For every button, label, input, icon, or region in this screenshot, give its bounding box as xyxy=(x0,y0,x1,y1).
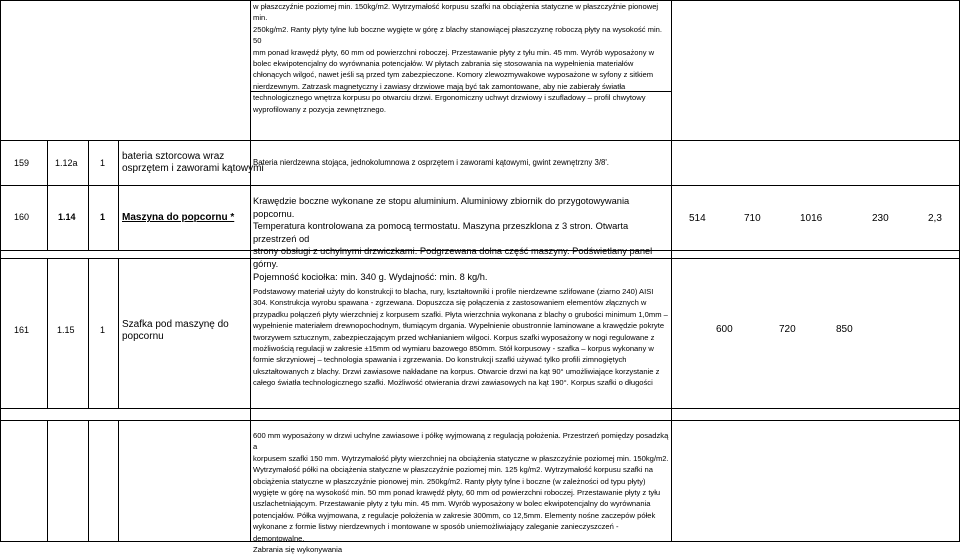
row-description xyxy=(253,286,669,389)
text-line: 250kg/m2. Ranty płyty tylne lub boczne wygięte w górę z blachy stanowiącej płaszczyznę roboczą płyty na wysokość min. 50 xyxy=(253,24,662,46)
text-line: Krawędzie boczne wykonane ze stopu aluminium. Aluminiowy zbiornik do przygotowywania popcornu. xyxy=(253,196,630,219)
dimension-value: 710 xyxy=(744,213,761,224)
grid-line xyxy=(0,185,960,186)
row-description xyxy=(253,195,669,283)
row-quantity: 1 xyxy=(100,158,106,168)
name-line: Szafka pod maszynę do xyxy=(122,319,229,330)
grid-line xyxy=(0,140,960,141)
grid-line xyxy=(47,420,48,542)
row-name xyxy=(122,212,234,224)
grid-line xyxy=(118,140,119,250)
text-line: wyprofilowany z pozycja zewnętrznego. xyxy=(253,104,386,114)
text-line: Zabrania się wykonywania xyxy=(253,545,343,555)
grid-line xyxy=(671,0,672,542)
row-position: 1.12a xyxy=(55,158,78,168)
grid-line xyxy=(47,140,48,250)
name-line: bateria sztorcowa wraz xyxy=(122,151,225,162)
text-line: Temperatura kontrolowana za pomocą termostatu. Maszyna przeszklona z 3 stron. Otwarta przestrzeń od xyxy=(253,221,629,244)
dimension-value: 514 xyxy=(689,213,706,224)
text-line: Podstawowy materiał użyty do konstrukcji to blacha, rury, kształtowniki i profile nierdzewne szlifowane (ziarno 240) AISI xyxy=(253,287,654,296)
row-lp: 160 xyxy=(14,212,30,222)
text-line: ukształtowanych z blachy. Drzwi zawiasowe nakładane na korpus. Otwarcie drzwi na kąt 90° umożliwiające korzystanie z xyxy=(253,366,660,376)
text-line: całego światła technologicznego szafki. Możliwość otwierania drzwi zawiasowych na kąt 190°. Korpus szafki o długości xyxy=(253,378,653,388)
dimension-value: 720 xyxy=(779,324,796,335)
text-line: chłonących wilgoć, nawet jeśli są przed tym zabezpieczone. Komory zlewozmywakowe wyposażone w syfony z sitkiem xyxy=(253,70,654,80)
text-line: w płaszczyźnie poziomej min. 150kg/m2. Wytrzymałość korpusu szafki na obciążenia statyczne w płaszczyźnie pionowej min. xyxy=(253,2,659,23)
text-line: możliwością regulacji w zakresie ±15mm od wymiaru bazowego 850mm. Stół korpusowy - szafka – korpus wykonany w xyxy=(253,344,654,354)
row-name xyxy=(122,319,229,343)
name-line: Maszyna do popcornu * xyxy=(122,212,235,223)
row-lp: 159 xyxy=(14,158,30,168)
text-line: korpusem szafki 150 mm. Wytrzymałość płyty wierzchniej na obciążenia statyczne w płaszczyźnie poziomej min. 150kg/m2. xyxy=(253,453,669,463)
row-name xyxy=(122,151,264,175)
text-line: potencjałów. Półka wyjmowana, z regulacje położenia w zakresie 300mm, co 12,5mm. Elementy nośne zaczepów półek xyxy=(253,510,656,520)
dimension-value: 1016 xyxy=(800,213,823,224)
name-line: osprzętem i zaworami kątowymi xyxy=(122,163,264,174)
row-quantity: 1 xyxy=(100,212,106,222)
grid-line xyxy=(0,0,1,542)
name-line: popcornu xyxy=(122,331,164,342)
grid-line xyxy=(250,0,251,542)
grid-line xyxy=(118,420,119,542)
continued-description xyxy=(253,430,669,555)
row-position: 1.14 xyxy=(58,212,76,222)
row-description xyxy=(253,157,669,168)
text-line: Bateria nierdzewna stojąca, jednokolumnowa z osprzętem i zaworami kątowymi, gwint zewnętrzny 3/8'. xyxy=(253,158,609,167)
row-quantity: 1 xyxy=(100,325,106,335)
text-line: formie skrzyniowej – technologia spawania i zgrzewania. Do konstrukcji szafki używać tylko profili zimnogiętych xyxy=(253,355,627,365)
row-lp: 161 xyxy=(14,325,30,335)
grid-line xyxy=(88,140,89,250)
text-line: Pojemność kociołka: min. 340 g. Wydajność: min. 8 kg/h. xyxy=(253,271,488,282)
dimension-value: 230 xyxy=(872,213,889,224)
text-line: wygięte w górę na wysokość min. 50 mm ponad krawędź płyty, 60 mm od powierzchni roboczej. Przestawanie płyty z tyłu xyxy=(253,488,661,498)
dimension-value: 850 xyxy=(836,324,853,335)
dimension-value: 2,3 xyxy=(928,213,942,224)
text-line: obciążenia statyczne w płaszczyźnie pionowej min. 250kg/m2. Ranty płyty tylne i boczne (w zależności od typu płyty) xyxy=(253,476,646,486)
text-line: uszlachetniającym. Przestawanie płyty z tyłu min. 45 mm. Wyrób wyposażony w bolec ekwipotencjalny do wyrównania xyxy=(253,499,651,509)
dimension-value: 600 xyxy=(716,324,733,335)
text-line: wypełnienie materiałem drewnopochodnym, tłumiącym drgania. Wypełnienie obustronnie laminowane a krawędzie pokryte xyxy=(253,321,665,331)
text-line: technologicznego wnętrza korpusu po otwarciu drzwi. Ergonomiczny uchwyt drzwiowy i szufladowy – profil chwytowy xyxy=(253,93,646,103)
continued-description xyxy=(253,1,669,115)
text-line: wykonane z formie listwy nierdzewnych i montowane w sposób uniemożliwiający zaleganie zanieczyszczeń - demontowalne. xyxy=(253,522,619,543)
grid-line xyxy=(88,420,89,542)
text-line: bolec ekwipotencjalny do wyrównania potencjałów. W płytach zabrania się stosowania na wypełnienia materiałów xyxy=(253,59,634,69)
text-line: 600 mm wyposażony w drzwi uchylne zawiasowe i półkę wyjmowaną z regulacją położenia. Przestrzeń pomiędzy posadzką a xyxy=(253,431,669,452)
text-line: 304. Konstrukcja wyrobu spawana - zgrzewana. Dopuszcza się połączenia z zastosowaniem elementów złącznych w xyxy=(253,298,647,308)
grid-line xyxy=(0,408,960,409)
grid-line xyxy=(0,420,960,421)
grid-line xyxy=(47,258,48,408)
text-line: mm ponad krawędź płyty, 60 mm od powierzchni roboczej. Przestawanie płyty z tyłu min. 45 mm. Wyrób wyposażony w xyxy=(253,47,655,57)
grid-line xyxy=(88,258,89,408)
text-line: tworzywem sztucznym, zabezpieczającym przed wchłanianiem wilgoci. Korpus szafki wyposażony w nogi regulowane z xyxy=(253,332,655,342)
text-line: nierdzewnym. Zatrzask magnetyczny i zawiasy drzwiowe mają być tak zamontowane, aby nie zabierały światła xyxy=(253,81,626,91)
grid-line xyxy=(118,258,119,408)
text-line: przypadku połączeń płyty wierzchniej z korpusem szafki. Płyta wierzchnia wykonana z blachy o grubości minimum 1,0mm – xyxy=(253,309,668,319)
row-position: 1.15 xyxy=(57,325,75,335)
text-line: Wytrzymałość półki na obciążenia statyczne w płaszczyźnie poziomej min. 125 kg/m2. Wytrzymałość korpusu szafki na xyxy=(253,465,653,475)
text-line: strony obsługi z uchylnymi drzwiczkami. Podgrzewana dolna część maszyny. Podświetlany panel górny. xyxy=(253,246,653,269)
